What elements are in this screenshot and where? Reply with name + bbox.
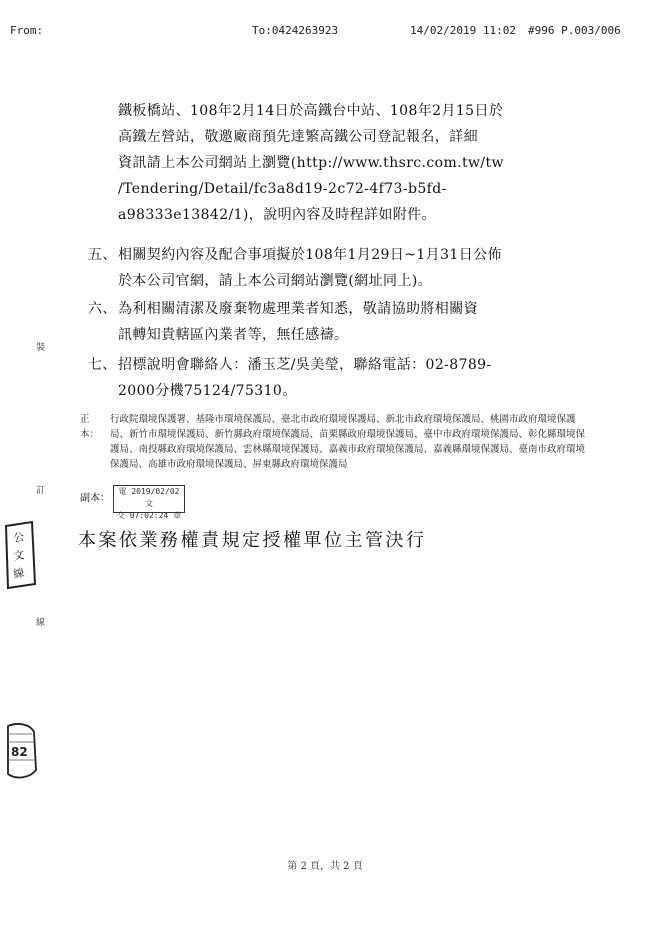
fax-datetime: 14/02/2019 11:02 (410, 24, 516, 37)
fax-from: From: (10, 24, 44, 37)
item-line: 訊轉知貴轄區內業者等，無任感禱。 (118, 327, 349, 343)
seal-number: 82 (11, 745, 28, 759)
fax-page-ref: #996 P.003/006 (528, 24, 621, 37)
item-line: 相關契約內容及配合事項擬於108年1月29日~1月31日公佈 (118, 247, 502, 263)
item-number: 七、 (88, 357, 117, 373)
distribution-text: 行政院環境保護署、基隆市環境保護局、臺北市政府環境保護局、新北市政府環境保護局、桃園市政府環境保護局、新竹市環境保護局、新竹縣政府環境保護局、苗栗縣政府環境保護局、臺中市政府環境保護局、彰化縣環境保護局、南投縣政府環境保護局、雲林縣環境保護局、嘉義市政府環境保護局、嘉義縣環境保護局、臺南市政府環境保護局、高雄市政府環境保護局、屏東縣政府環境保護局 (110, 414, 586, 470)
text-line: a98333e13842/1)，說明內容及時程詳如附件。 (118, 207, 436, 223)
item-line: 於本公司官網，請上本公司網站瀏覽(網址同上)。 (118, 273, 433, 289)
item-5 (88, 242, 568, 294)
binding-mark: 裝 (36, 343, 46, 353)
fax-to: To:0424263923 (252, 24, 339, 37)
official-seal-icon (2, 520, 38, 590)
item-line: 2000分機75124/75310。 (118, 383, 297, 399)
svg-text:公: 公 (12, 530, 26, 545)
svg-text:線: 線 (12, 566, 26, 581)
stamp-line: 電 2019/02/02 文 (118, 487, 180, 508)
binding-mark: 訂 (36, 486, 46, 496)
text-line: /Tendering/Detail/fc3a8d19-2c72-4f73-b5fd- (118, 181, 447, 197)
continuation-paragraph (118, 98, 558, 228)
item-line: 為利相關清潔及廢棄物處理業者知悉，敬請協助將相關資 (118, 301, 478, 317)
stamp-line: 交 07:02:24 章 (116, 511, 182, 520)
binding-mark: 線 (36, 618, 46, 628)
page-seal-icon (2, 722, 38, 780)
item-7 (88, 352, 568, 404)
page-footer: 第 2 頁，共 2 頁 (287, 861, 363, 872)
fax-header (0, 0, 650, 40)
text-line: 資訊請上本公司網站上瀏覽(http://www.thsrc.com.tw/tw (118, 155, 504, 171)
item-6 (88, 296, 568, 348)
authorization-declaration: 本案依業務權責規定授權單位主管決行 (78, 530, 427, 551)
item-number: 六、 (88, 301, 117, 317)
distribution-label: 正本： (80, 414, 100, 440)
cc-label: 副本： (80, 493, 110, 504)
item-line: 招標說明會聯絡人：潘玉芝/吳美瑩，聯絡電話：02-8789- (118, 357, 492, 373)
item-number: 五、 (88, 247, 117, 263)
text-line: 高鐵左營站，敬邀廠商預先達繁高鐵公司登記報名，詳細 (118, 129, 478, 145)
svg-text:文: 文 (12, 548, 26, 563)
text-line: 鐵板橋站、108年2月14日於高鐵台中站、108年2月15日於 (118, 103, 504, 119)
date-stamp (113, 485, 185, 520)
